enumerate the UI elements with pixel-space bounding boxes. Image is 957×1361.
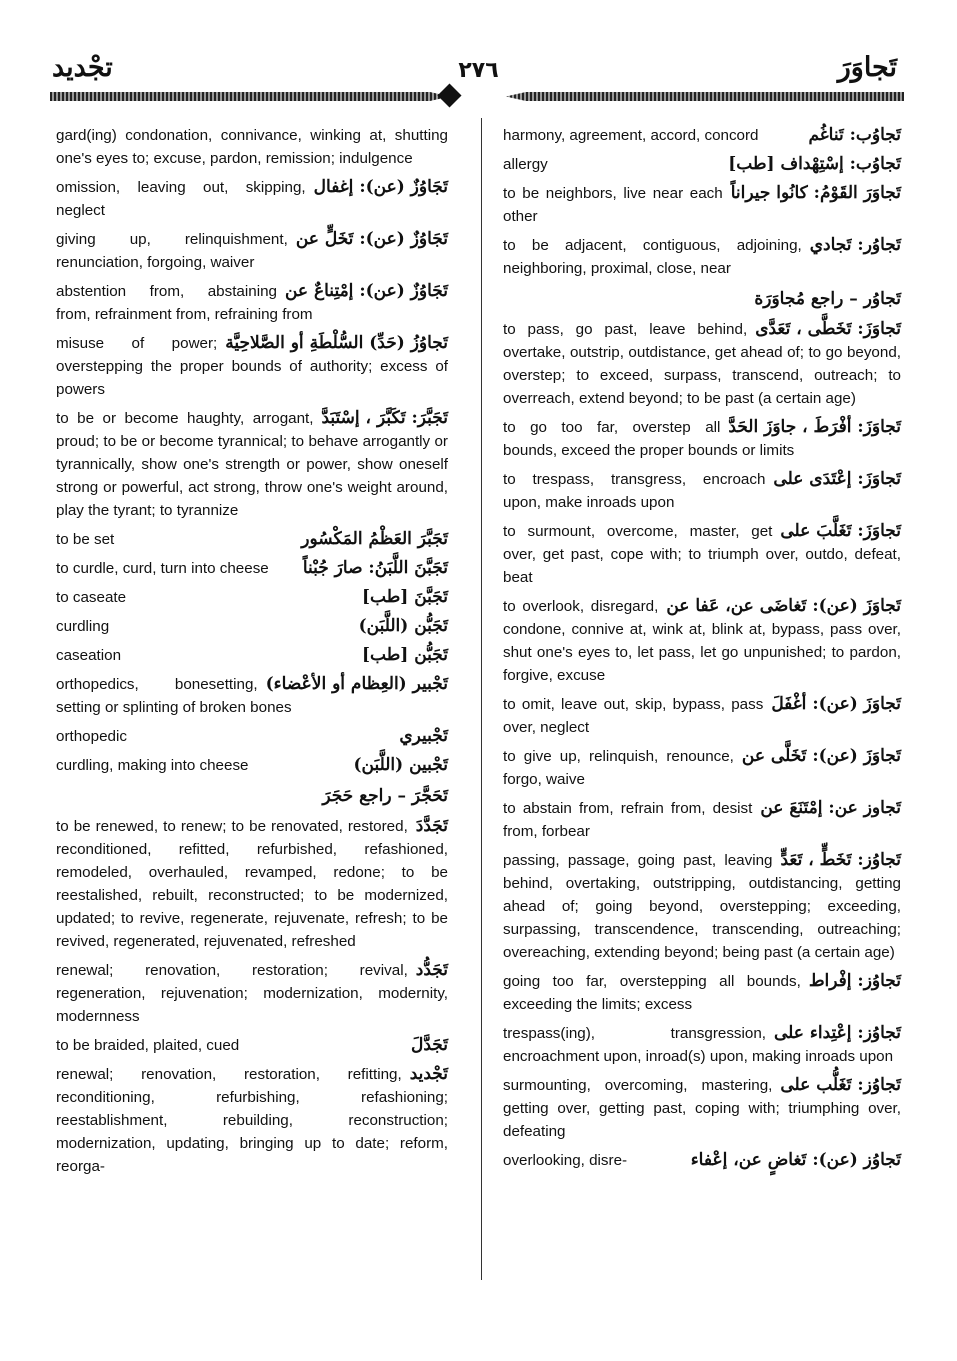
dictionary-entry bbox=[56, 959, 448, 1028]
english-definition: to be braided, plaited, cued bbox=[56, 1037, 240, 1054]
dictionary-entry bbox=[503, 318, 901, 410]
running-head-left: تجْديد bbox=[52, 52, 113, 83]
dictionary-entry bbox=[56, 280, 448, 326]
dictionary-entry bbox=[56, 673, 448, 719]
arabic-headword: تَجاوَزَ: تَغَلَّبَ على bbox=[780, 521, 901, 541]
english-definition: to overlook, disregard, condone, connive at, wink at, blink at, bypass, pass over, shut one's eyes to, let pass, let go unpunished; to pardon, forgive, excuse bbox=[503, 598, 901, 684]
page-number: ٢٧٦ bbox=[458, 58, 499, 83]
dictionary-entry bbox=[503, 849, 901, 964]
arabic-headword: تَجَبَّرَ: تَكَبَّرَ ، إسْتَبَدَّ bbox=[321, 408, 448, 428]
arabic-headword: تَجاوَزَ (عن): تَخَلَّى عن bbox=[741, 746, 901, 766]
dictionary-entry bbox=[503, 468, 901, 514]
english-definition: to be or become haughty, arrogant, proud; to be or become tyrannical; to behave arrogantly or tyrannically, show one's strength or power, show oneself strong or powerful, act strong, throw one's weight around, play the tyrant; to tyrannize bbox=[56, 410, 448, 519]
dictionary-entry bbox=[503, 182, 901, 228]
arabic-headword: تَجَدَّدَ bbox=[415, 816, 448, 836]
dictionary-entry bbox=[56, 407, 448, 522]
english-definition: to omit, leave out, skip, bypass, pass over, neglect bbox=[503, 696, 764, 736]
diamond-ornament-icon bbox=[437, 83, 461, 107]
dictionary-entry bbox=[503, 745, 901, 791]
english-definition: to be renewed, to renew; to be renovated, restored, reconditioned, refitted, refurbished, refashioned, remodeled, overhauled, revamped, redone; to be reestalished, rebuilt, reconstructed; to be modernized, updated; to revive, regenerate, rejuvenate, refresh; to be revived, regenerated, rejuvenated, refreshed bbox=[56, 818, 448, 950]
arabic-headword: تَجْبير (العِظام أو الأعْضاء) bbox=[265, 674, 448, 694]
english-definition: allergy bbox=[503, 156, 548, 173]
dictionary-entry bbox=[56, 228, 448, 274]
english-definition: curdling, making into cheese bbox=[56, 757, 249, 774]
dictionary-entry bbox=[503, 520, 901, 589]
dictionary-entry bbox=[503, 797, 901, 843]
english-definition: giving up, relinquishment, renunciation, forgoing, waiver bbox=[56, 231, 288, 271]
arabic-headword: تَجَبُّن [طب] bbox=[361, 645, 448, 665]
arabic-headword: تَجاوَزَ: تَخَطَّى ، تَعَدَّى bbox=[755, 319, 901, 339]
arabic-headword: تَجْديد bbox=[409, 1064, 448, 1084]
english-definition: gard(ing) condonation, connivance, winking at, shutting one's eyes to; excuse, pardon, remission; indulgence bbox=[56, 127, 448, 167]
english-definition: to abstain from, refrain from, desist from, forbear bbox=[503, 800, 753, 840]
english-definition: surmounting, overcoming, mastering, getting over, getting past, coping with; triumphing over, defeating bbox=[503, 1077, 901, 1140]
english-definition: to be adjacent, contiguous, adjoining, neighboring, proximal, close, near bbox=[503, 237, 802, 277]
english-definition: renewal; renovation, restoration, refitting, reconditioning, refurbishing, refashioning; reestablishment, rebuilding, reconstruction; modernization, updating, bringing up to date; reform, reorga- bbox=[56, 1066, 448, 1175]
left-column bbox=[56, 124, 448, 1184]
dictionary-entry bbox=[503, 970, 901, 1016]
dictionary-entry bbox=[56, 1063, 448, 1178]
arabic-headword: تَجاوَزَ: إعْتَدَى على bbox=[773, 469, 901, 489]
dictionary-entry bbox=[56, 124, 448, 170]
arabic-headword: تَجَبَّنَ اللَّبَنُ: صارَ جُبْناً bbox=[302, 558, 448, 578]
arabic-headword: تَجَاوُزٌ (عن): تَخَلٍّ عن bbox=[295, 229, 448, 249]
english-definition: to curdle, curd, turn into cheese bbox=[56, 560, 269, 577]
column-divider bbox=[481, 118, 482, 1280]
arabic-headword: تَجاوز عن: إمْتَنَعَ عن bbox=[760, 798, 901, 818]
arabic-headword: تَجاوَرَ القَوْمُ: كانُوا جيراناً bbox=[730, 183, 901, 203]
arabic-headword: تَجاوُزُ (حَدِّ) السُّلْطَةِ أو الصَّلاحِيَّة bbox=[225, 333, 448, 353]
dictionary-entry bbox=[56, 176, 448, 222]
arabic-headword: تَجاوُز: إعْتِداء على bbox=[774, 1023, 901, 1043]
arabic-headword: تَجْبين (اللَّبَن) bbox=[353, 755, 448, 775]
english-definition: overlooking, disre- bbox=[503, 1152, 628, 1169]
arabic-headword: تَجَاوُزٌ (عن): إمْتِناعٌ عن bbox=[284, 281, 448, 301]
arabic-headword: تَجَبَّرَ العَظْمُ المَكْسُور bbox=[301, 529, 448, 549]
english-definition: to trespass, transgress, encroach upon, make inroads upon bbox=[503, 471, 766, 511]
arabic-headword: تَجاوَزَ (عن): أغْفَلَ bbox=[771, 694, 901, 714]
dictionary-entry bbox=[56, 754, 448, 777]
arabic-headword: تَجاوَزَ: أفْرَطَ ، جاوَزَ الحَدَّ bbox=[728, 417, 901, 437]
arabic-headword: تَجاوُز: تَغَلُّب على bbox=[780, 1075, 901, 1095]
dictionary-entry bbox=[56, 725, 448, 748]
arabic-headword: تَجاوَزَ (عن): تَغاضَى عن، عَفا عن bbox=[666, 596, 901, 616]
dictionary-entry bbox=[56, 644, 448, 667]
english-definition: passing, passage, going past, leaving behind, overtaking, outstripping, outdistancing, getting ahead of; going beyond, overstepping; exceeding, surpassing, transcendence, transcending, outreaching; overeaching, extending beyond; being past (a certain age) bbox=[503, 852, 901, 961]
arabic-headword: تَجاوُز (عن): تَغاضٍ عن، إعْفاء bbox=[690, 1150, 901, 1170]
english-definition: going too far, overstepping all bounds, exceeding the limits; excess bbox=[503, 973, 801, 1013]
arabic-headword: تَجاوُب: إسْتِهْداف [طب] bbox=[728, 154, 901, 174]
dictionary-entry bbox=[503, 595, 901, 687]
dictionary-entry bbox=[503, 693, 901, 739]
english-definition: to be neighbors, live near each other bbox=[503, 185, 723, 225]
arabic-headword: تَجاوُب: تَناغُم bbox=[808, 125, 901, 145]
header-rule-left bbox=[50, 92, 450, 101]
dictionary-entry bbox=[503, 1074, 901, 1143]
english-definition: harmony, agreement, accord, concord bbox=[503, 127, 759, 144]
english-definition: to give up, relinquish, renounce, forgo, waive bbox=[503, 748, 734, 788]
english-definition: to pass, go past, leave behind, overtake, outstrip, outdistance, get ahead of; to go beyond, overstep; to exceed, surpass, transcend, outreach; to overreach, extend beyond; to be past (a certain age) bbox=[503, 321, 901, 407]
dictionary-entry bbox=[503, 1022, 901, 1068]
dictionary-entry bbox=[503, 124, 901, 147]
dictionary-entry bbox=[503, 153, 901, 176]
arabic-headword: تَجَدُّد bbox=[415, 960, 448, 980]
english-definition: renewal; renovation, restoration; revival, regeneration, rejuvenation; modernization, modernity, modernness bbox=[56, 962, 448, 1025]
arabic-headword: تَجاوُز: تَخَطٍّ ، تَعَدٍّ bbox=[780, 850, 901, 870]
dictionary-entry bbox=[503, 234, 901, 280]
english-definition: to caseate bbox=[56, 589, 127, 606]
arabic-headword: تَجَاوُزٌ (عن): إغفال bbox=[313, 177, 448, 197]
english-definition: misuse of power; overstepping the proper bounds of authority; excess of powers bbox=[56, 335, 448, 398]
cross-reference: تَجاوُر – راجع مُجاوَرَة bbox=[754, 289, 901, 309]
english-definition: caseation bbox=[56, 647, 122, 664]
cross-reference: تَحَجَّرَ – راجع حَجَرَ bbox=[322, 786, 448, 806]
dictionary-entry bbox=[503, 416, 901, 462]
english-definition: omission, leaving out, skipping, neglect bbox=[56, 179, 306, 219]
dictionary-entry bbox=[56, 1034, 448, 1057]
dictionary-entry bbox=[56, 528, 448, 551]
dictionary-entry bbox=[503, 1149, 901, 1172]
header-rule-right bbox=[506, 92, 904, 101]
arabic-headword: تَجَبُّن (اللَّبَن) bbox=[358, 616, 448, 636]
english-definition: orthopedics, bonesetting, setting or splinting of broken bones bbox=[56, 676, 292, 716]
arabic-headword: تَجْبيري bbox=[399, 726, 448, 746]
arabic-headword: تَجاوُز: إفْراط bbox=[808, 971, 901, 991]
running-head-right: تَجاوَرَ bbox=[837, 52, 897, 83]
english-definition: trespass(ing), transgression, encroachment upon, inroad(s) upon, making inroads upon bbox=[503, 1025, 894, 1065]
arabic-headword: تَجَبَّنَ [طب] bbox=[361, 587, 448, 607]
english-definition: curdling bbox=[56, 618, 110, 635]
english-definition: abstention from, abstaining from, refrainment from, refraining from bbox=[56, 283, 313, 323]
right-column bbox=[503, 124, 901, 1178]
english-definition: to be set bbox=[56, 531, 115, 548]
dictionary-entry bbox=[56, 586, 448, 609]
arabic-headword: تَجَدَّلَ bbox=[411, 1035, 448, 1055]
dictionary-entry bbox=[56, 557, 448, 580]
dictionary-entry bbox=[56, 815, 448, 953]
dictionary-entry bbox=[56, 615, 448, 638]
english-definition: to go too far, overstep all bounds, exceed the proper bounds or limits bbox=[503, 419, 795, 459]
arabic-headword: تَجاوُر: تَجادي bbox=[809, 235, 901, 255]
english-definition: to surmount, overcome, master, get over, get past, cope with; to triumph over, outdo, defeat, beat bbox=[503, 523, 901, 586]
english-definition: orthopedic bbox=[56, 728, 127, 745]
dictionary-entry bbox=[56, 332, 448, 401]
